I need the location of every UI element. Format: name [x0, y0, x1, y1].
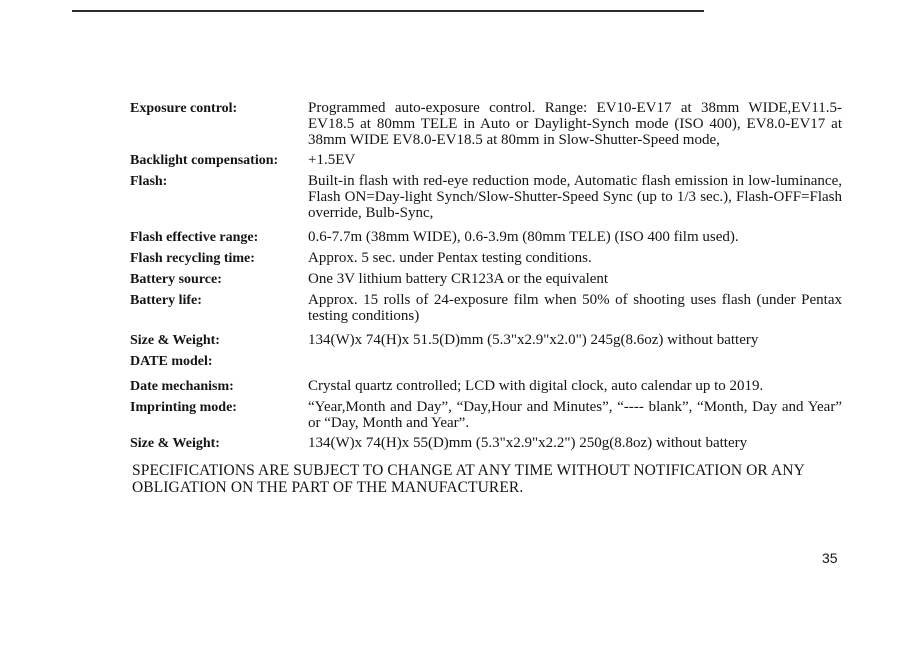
specifications-notice: SPECIFICATIONS ARE SUBJECT TO CHANGE AT ANY TIME WITHOUT NOTIFICATION OR ANY OBLIGATION ON THE PART OF THE MANUFACTURER. — [132, 462, 805, 496]
spec-value: +1.5EV — [308, 152, 356, 168]
spec-label: Battery life: — [130, 293, 202, 308]
spec-value: 134(W)x 74(H)x 55(D)mm (5.3"x2.9"x2.2") 250g(8.8oz) without battery — [308, 435, 748, 451]
spec-value: Approx. 15 rolls of 24-exposure film when 50% of shooting uses flash (under Pentax testing conditions) — [308, 292, 842, 324]
top-rule — [72, 10, 704, 12]
spec-value: “Year,Month and Day”, “Day,Hour and Minutes”, “---- blank”, “Month, Day and Year” or “Day, Month and Year”. — [308, 399, 842, 431]
spec-label: Size & Weight: — [130, 333, 220, 348]
spec-label: Flash recycling time: — [130, 251, 255, 266]
spec-row-flash-effective-range — [130, 229, 842, 246]
spec-label: Exposure control: — [130, 101, 238, 116]
spec-row-exposure-control — [130, 100, 842, 148]
spec-label: Date mechanism: — [130, 379, 234, 394]
spec-label: Size & Weight: — [130, 436, 220, 451]
spec-row-flash-recycling-time — [130, 250, 842, 267]
spec-value: 0.6-7.7m (38mm WIDE), 0.6-3.9m (80mm TELE) (ISO 400 film used). — [308, 229, 739, 245]
spec-value: Approx. 5 sec. under Pentax testing conditions. — [308, 250, 592, 266]
spec-row-imprinting-mode — [130, 399, 842, 431]
spec-label: Flash: — [130, 174, 168, 189]
spec-value: Built-in flash with red-eye reduction mode, Automatic flash emission in low-luminance, Flash ON=Day-light Synch/Slow-Shutter-Speed Sync (up to 1/3 sec.), Flash-OFF=Flash override, Bulb-Sync, — [308, 173, 842, 221]
spec-row-date-model — [130, 353, 842, 370]
spec-label: DATE model: — [130, 354, 213, 369]
spec-row-flash — [130, 173, 842, 221]
spec-label: Flash effective range: — [130, 230, 259, 245]
spec-label: Backlight compensation: — [130, 153, 279, 168]
page-number: 35 — [822, 550, 838, 566]
spec-value: Crystal quartz controlled; LCD with digital clock, auto calendar up to 2019. — [308, 378, 764, 394]
spec-row-battery-life — [130, 292, 842, 324]
spec-row-size-weight — [130, 332, 842, 349]
spec-label: Imprinting mode: — [130, 400, 237, 415]
spec-label: Battery source: — [130, 272, 222, 287]
spec-value: 134(W)x 74(H)x 51.5(D)mm (5.3"x2.9"x2.0") 245g(8.6oz) without battery — [308, 332, 759, 348]
spec-row-battery-source — [130, 271, 842, 288]
spec-row-backlight-compensation — [130, 152, 842, 169]
spec-value: One 3V lithium battery CR123A or the equivalent — [308, 271, 609, 287]
spec-row-date-mechanism — [130, 378, 842, 395]
spec-value: Programmed auto-exposure control. Range: EV10-EV17 at 38mm WIDE,EV11.5-EV18.5 at 80mm TELE in Auto or Daylight-Synch mode (ISO 400), EV8.0-EV17 at 38mm WIDE EV8.0-EV18.5 at 80mm in Slow-Shutter-Speed mode, — [308, 100, 842, 148]
spec-table — [130, 100, 842, 452]
spec-row-size-weight-date — [130, 435, 842, 452]
